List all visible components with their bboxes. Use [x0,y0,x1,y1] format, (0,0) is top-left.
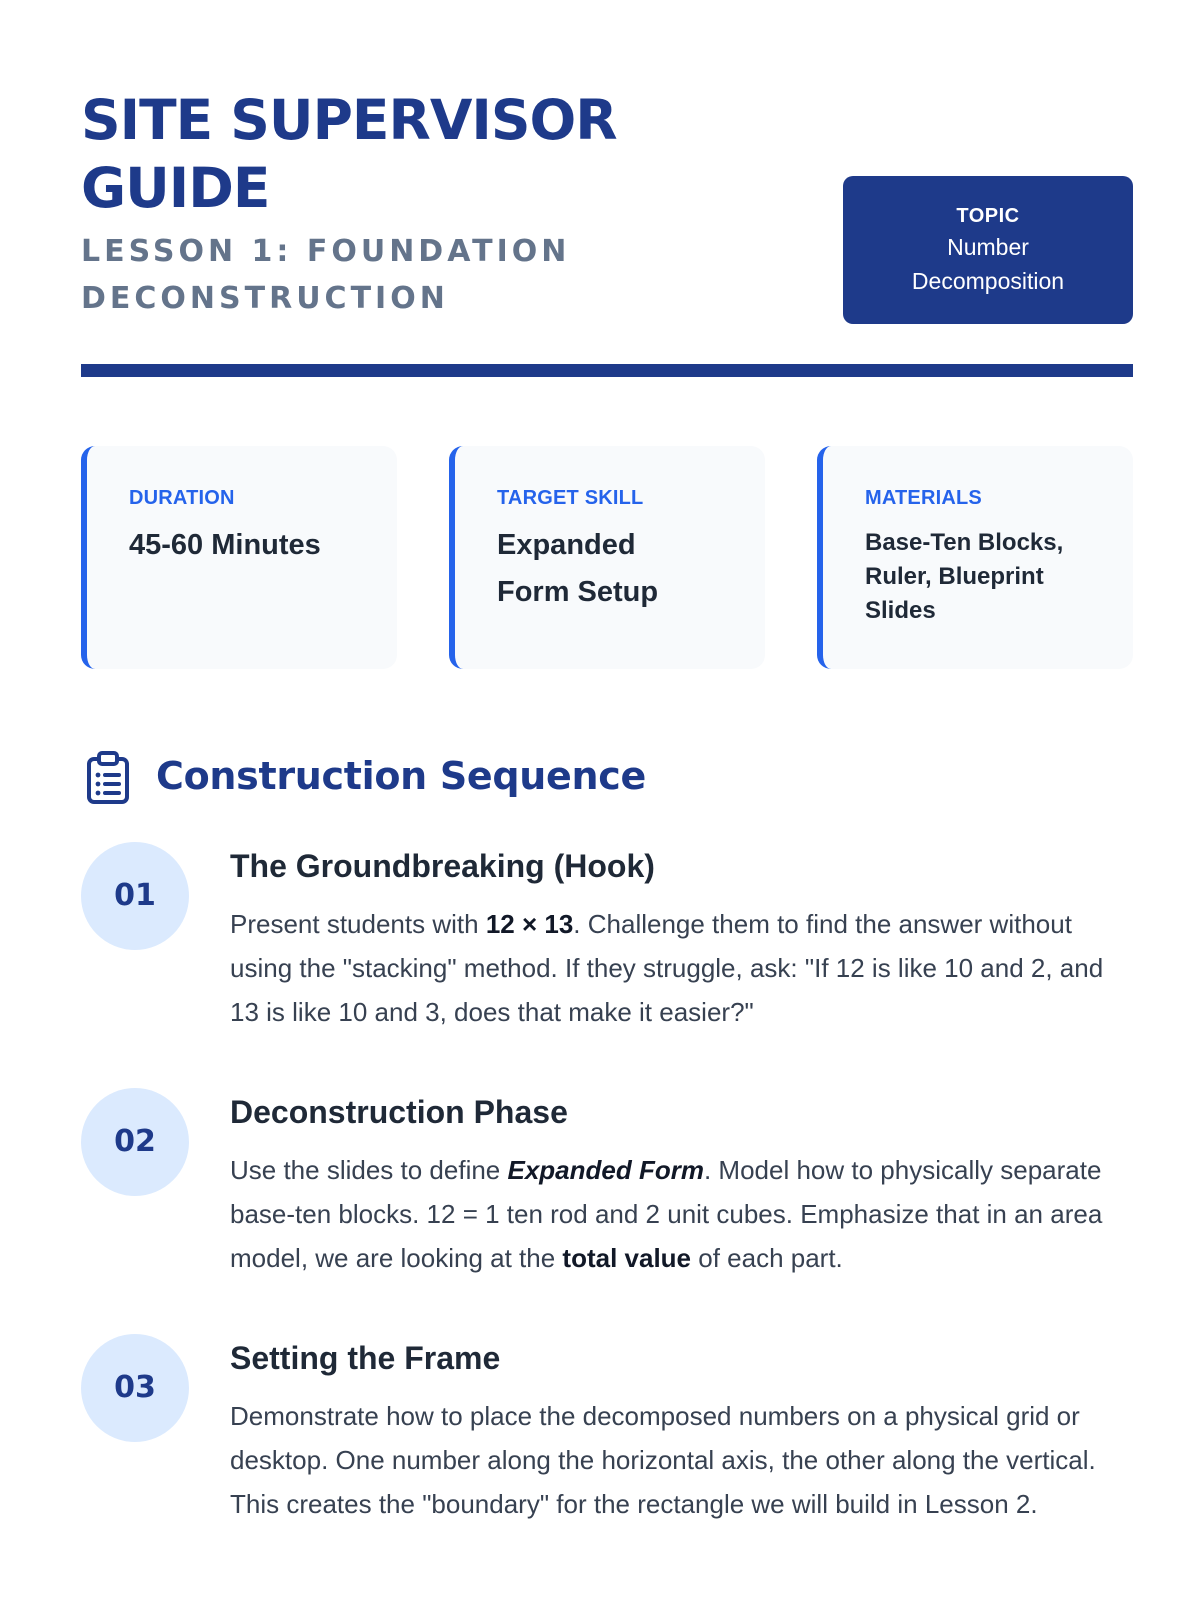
step-description: Demonstrate how to place the decomposed numbers on a physical grid or desktop. One number along the horizontal axis, the other along the vertical. This creates the "boundary" for the rectangle we will build in Lesson 2. [230,1401,1096,1519]
step-number: 02 [81,1088,189,1196]
duration-label: DURATION [129,487,235,509]
step-title: The Groundbreaking (Hook) [230,848,655,884]
bold-term: total value [562,1243,692,1273]
bold-expression: 12 × 13 [485,909,574,939]
step-number: 01 [81,842,189,950]
header [81,86,1133,386]
topic-label: TOPIC [956,205,1020,227]
target-skill-label: TARGET SKILL [497,487,644,509]
step-number: 03 [81,1334,189,1442]
materials-value: Base-Ten Blocks, Ruler, Blueprint Slides [865,529,1064,624]
lesson-subtitle: LESSON 1: FOUNDATION DECONSTRUCTION [81,234,571,316]
topic-value-line2: Decomposition [911,268,1065,294]
duration-card [81,446,397,669]
target-skill-card [449,446,765,669]
emphasis-term: Expanded Form [507,1155,704,1185]
target-skill-value: Expanded Form Setup [497,529,659,608]
header-divider [81,364,1133,377]
step-title: Deconstruction Phase [230,1094,568,1130]
topic-badge [843,176,1133,324]
topic-value-line1: Number [947,234,1029,260]
materials-card [817,446,1133,669]
step-title: Setting the Frame [230,1340,501,1376]
clipboard-list-icon [86,750,130,804]
page-title: SITE SUPERVISOR GUIDE [81,88,617,220]
duration-value: 45-60 Minutes [129,529,321,561]
step-description: Use the slides to define Expanded Form. Model how to physically separate base-ten blocks. 12 = 1 ten rod and 2 unit cubes. Emphasize that in an area model, we are looking at the total value of each part. [230,1155,1103,1273]
section-title: Construction Sequence [156,754,646,798]
materials-label: MATERIALS [865,487,982,509]
step-description: Present students with 12 × 13. Challenge them to find the answer without using the "stacking" method. If they struggle, ask: "If 12 is like 10 and 2, and 13 is like 10 and 3, does that make it easier?" [230,909,1104,1027]
